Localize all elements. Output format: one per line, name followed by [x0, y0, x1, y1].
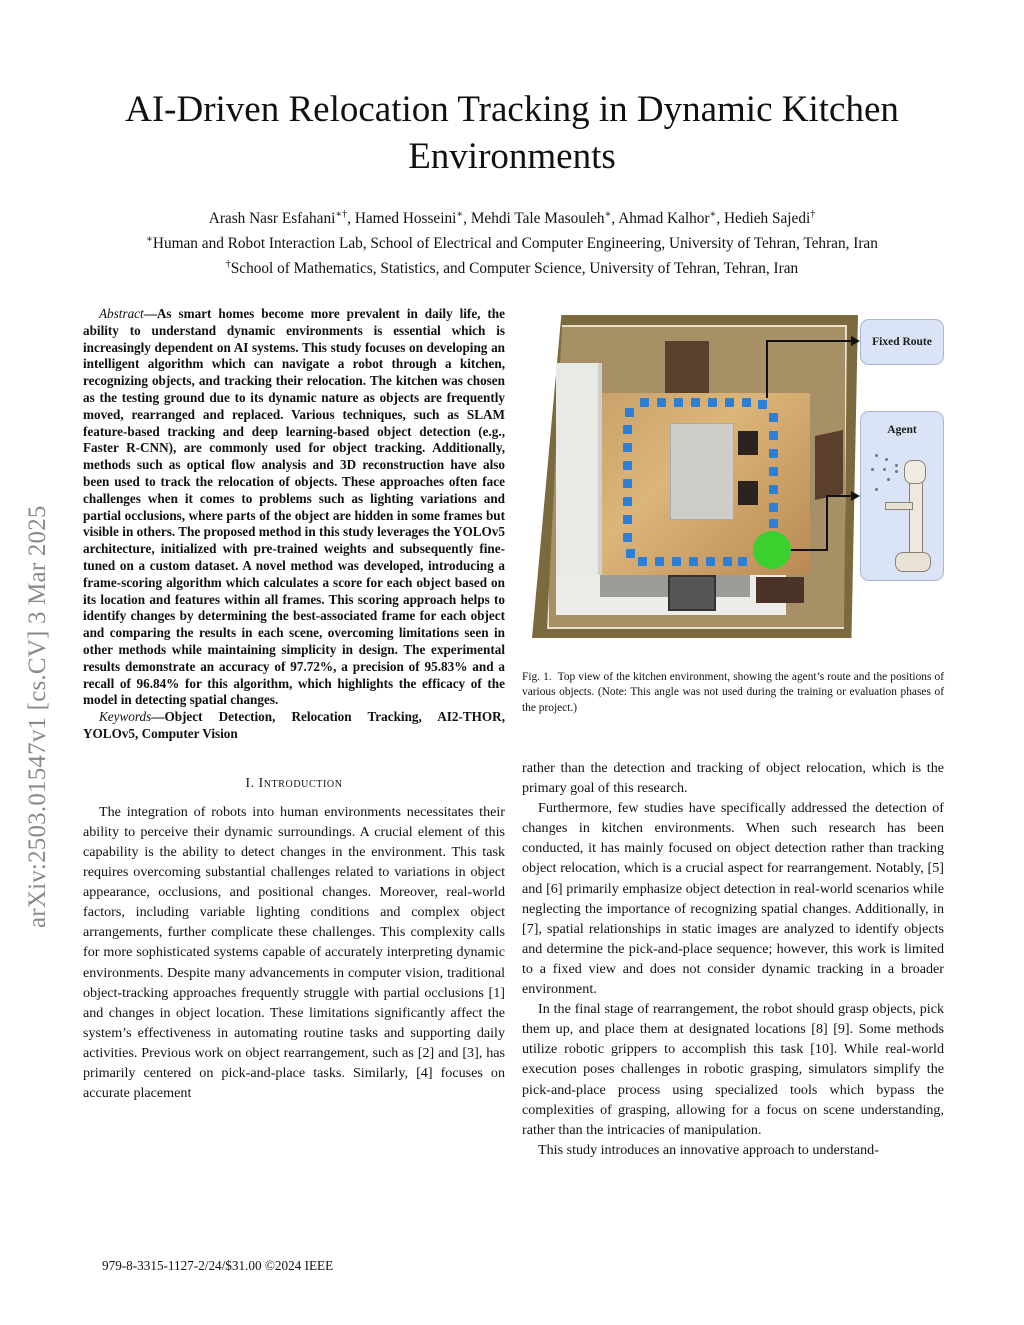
- author-mark: †: [810, 209, 816, 220]
- agent-position-marker: [753, 531, 791, 569]
- route-marker: [623, 497, 632, 506]
- connector-line: [766, 340, 852, 342]
- fixed-route-label: Fixed Route: [860, 319, 944, 365]
- author-name: Ahmad Kalhor: [618, 210, 710, 228]
- arxiv-stamp: arXiv:2503.01547v1 [cs.CV] 3 Mar 2025: [24, 505, 51, 928]
- route-marker: [623, 425, 632, 434]
- route-marker: [623, 533, 632, 542]
- route-marker: [689, 557, 698, 566]
- stove: [668, 575, 716, 611]
- particle-dot: [887, 478, 890, 481]
- particle-dot: [895, 470, 898, 473]
- particle-dot: [875, 488, 878, 491]
- author-name: Arash Nasr Esfahani: [208, 210, 336, 228]
- particle-dot: [895, 464, 898, 467]
- robot-head-icon: [904, 460, 926, 484]
- author-mark: ∗†: [335, 209, 348, 220]
- route-marker: [738, 557, 747, 566]
- route-marker: [640, 398, 649, 407]
- route-marker: [769, 485, 778, 494]
- section-heading-introduction: I. Introduction: [245, 774, 343, 790]
- route-marker: [655, 557, 664, 566]
- particle-dot: [875, 454, 878, 457]
- route-marker: [723, 557, 732, 566]
- route-marker: [623, 443, 632, 452]
- intro-paragraph: The integration of robots into human environments necessitates their ability to perceive their dynamic surroundings. A crucial element of this capability is the ability to detect changes in the environment. This task requires overcoming substantial challenges related to variations in object appearance, occlusions, and positional changes. Moreover, real-world factors, including variable lighting conditions and complex object arrangements, further complicate these challenges. This complexity calls for more sophisticated systems capable of accurately interpreting dynamic environments. Despite many advancements in computer vision, traditional object-tracking approaches frequently struggle with partial occlusions [1] and changes in object location. These limitations significantly affect the system’s effectiveness in automating routine tasks and supporting daily activities. Previous work on object rearrangement, such as [2] and [3], has primarily centered on pick-and-place tasks. Similarly, [4] focuses on accurate placement: [83, 803, 505, 1102]
- author-name: Hedieh Sajedi: [723, 210, 811, 228]
- connector-line: [766, 340, 768, 398]
- figure-1-kitchen-top-view: [530, 313, 950, 645]
- affiliation-mark: †: [225, 259, 231, 271]
- route-marker: [625, 408, 634, 417]
- copyright-footer: 979-8-3315-1127-2/24/$31.00 ©2024 IEEE: [102, 1258, 334, 1273]
- author-list: Arash Nasr Esfahani∗†, Hamed Hosseini∗, Mehdi Tale Masouleh∗, Ahmad Kalhor∗, Hedieh Sajedi†: [208, 209, 816, 228]
- route-marker: [623, 515, 632, 524]
- author-mark: ∗: [456, 209, 464, 220]
- affiliation-1: [60, 229, 964, 254]
- chair: [738, 431, 758, 455]
- robot-arm: [885, 502, 913, 510]
- author-mark: ∗: [604, 209, 612, 220]
- figure-1-caption: [522, 670, 944, 716]
- connector-line: [791, 549, 827, 551]
- abstract-text: —As smart homes become more prevalent in daily life, the ability to understand dynamic environments is essential which is increasingly dependent on AI systems. This study focuses on developing an intelligent algorithm which can navigate a robot through a kitchen, recognizing objects, and tracking their relocation. The kitchen was chosen as the testing ground due to its dynamic nature as objects are frequently moved, rearranged and replaced. Various techniques, such as SLAM feature-based tracking and deep learning-based object detection (e.g., Faster R-CNN), are commonly used for object tracking. Additionally, methods such as optical flow analysis and 3D reconstruction have also been used to track the relocation of objects. These approaches often face challenges when it comes to problems such as lighting variations and partial occlusions, where parts of the object are hidden in some frames but visible in others. The proposed method in this study leverages the YOLOv5 architecture, initialized with pre-trained weights and subsequently fine-tuned on a custom dataset. A novel method was developed, introducing a frame-scoring algorithm which calculates a score for each object based on its location and features within all frames. This scoring approach helps to identify changes by determining the best-associated frame for each object and comparing the results in each scene, overcoming limitations seen in other methods while maintaining simplicity in design. The experimental results demonstrate an accuracy of 97.72%, a precision of 95.83% and a recall of 96.84% for this algorithm, which highlights the efficacy of the model in detecting spatial changes.: [83, 306, 505, 708]
- body-paragraph: Furthermore, few studies have specifically addressed the detection of changes in kitchen environments. When such research has been conducted, it has mainly focused on object detection rather than tracking object relocation, which is a crucial aspect for rearrangement. Notably, [5] and [6] primarily emphasize object detection in real-world scenarios while neglecting the importance of recognizing spatial changes. Additionally, in [7], spatial relationships in static images are analyzed to identify objects and determine the pick-and-place sequence; however, this work is limited to a fixed view and does not consider dynamic tracking in a broader environment.: [522, 800, 944, 998]
- route-marker: [769, 467, 778, 476]
- caption-text: Top view of the kitchen environment, showing the agent’s route and the positions of various objects. (Note: This angle was not used during the training or evaluation phases of the project.): [522, 671, 944, 714]
- route-marker: [769, 413, 778, 422]
- route-marker: [626, 549, 635, 558]
- author-block: [60, 204, 964, 279]
- affiliation-mark: ∗: [146, 234, 153, 246]
- keywords-text: —Object Detection, Relocation Tracking, AI2-THOR, YOLOv5, Computer Vision: [83, 709, 505, 741]
- route-marker: [706, 557, 715, 566]
- author-name: Hamed Hosseini: [354, 210, 457, 228]
- agent-label-box: [860, 411, 944, 581]
- body-paragraph: In the final stage of rearrangement, the robot should grasp objects, pick them up, and place them at designated locations [8] [9]. Some methods utilize robotic grippers to accomplish this task [10]. While real-world execution poses challenges in robotic grasping, simulators simplify the pick-and-place process using specialized tools which bypass the complexities of grasping, allowing for a focus on scene understanding, rather than the intricacies of manipulation.: [522, 1001, 944, 1138]
- particle-dot: [871, 468, 874, 471]
- route-marker: [769, 503, 778, 512]
- left-column: [83, 306, 505, 1103]
- route-marker: [623, 461, 632, 470]
- door-top: [665, 341, 709, 397]
- body-paragraph: This study introduces an innovative approach to understand-: [538, 1141, 879, 1158]
- rug: [756, 577, 804, 603]
- figure-number: Fig. 1.: [522, 671, 552, 683]
- kitchen-island: [670, 423, 734, 520]
- abstract: [83, 306, 505, 709]
- keywords-label: Keywords: [99, 709, 152, 725]
- paper-title: AI-Driven Relocation Tracking in Dynamic Kitchen Environments: [125, 89, 899, 177]
- chair: [738, 481, 758, 505]
- affiliation-text: Human and Robot Interaction Lab, School of Electrical and Computer Engineering, University of Tehran, Tehran, Iran: [152, 235, 878, 253]
- affiliation-2: [60, 254, 964, 279]
- door-right: [815, 430, 843, 500]
- route-marker: [725, 398, 734, 407]
- particle-dot: [883, 468, 886, 471]
- route-marker: [758, 400, 767, 409]
- keywords: [83, 709, 505, 743]
- body-paragraph: rather than the detection and tracking of object relocation, which is the primary goal of this research.: [522, 760, 944, 797]
- route-marker: [638, 557, 647, 566]
- route-marker: [672, 557, 681, 566]
- particle-dot: [885, 458, 888, 461]
- robot-base: [895, 552, 931, 572]
- route-marker: [769, 431, 778, 440]
- arrow-right-icon: [851, 336, 860, 346]
- route-marker: [691, 398, 700, 407]
- route-marker: [769, 519, 778, 528]
- author-name: Mehdi Tale Masouleh: [470, 210, 605, 228]
- route-marker: [623, 479, 632, 488]
- connector-line: [826, 495, 852, 497]
- abstract-label: Abstract: [99, 306, 144, 321]
- route-marker: [769, 449, 778, 458]
- route-marker: [708, 398, 717, 407]
- right-column: [522, 758, 944, 1160]
- affiliation-text: School of Mathematics, Statistics, and Computer Science, University of Tehran, Tehran, Iran: [230, 260, 799, 278]
- counter-left: [556, 363, 602, 601]
- route-marker: [742, 398, 751, 407]
- route-marker: [674, 398, 683, 407]
- author-mark: ∗: [709, 209, 717, 220]
- route-marker: [657, 398, 666, 407]
- agent-label: Agent: [887, 424, 917, 436]
- connector-line: [826, 495, 828, 551]
- arrow-right-icon: [851, 491, 860, 501]
